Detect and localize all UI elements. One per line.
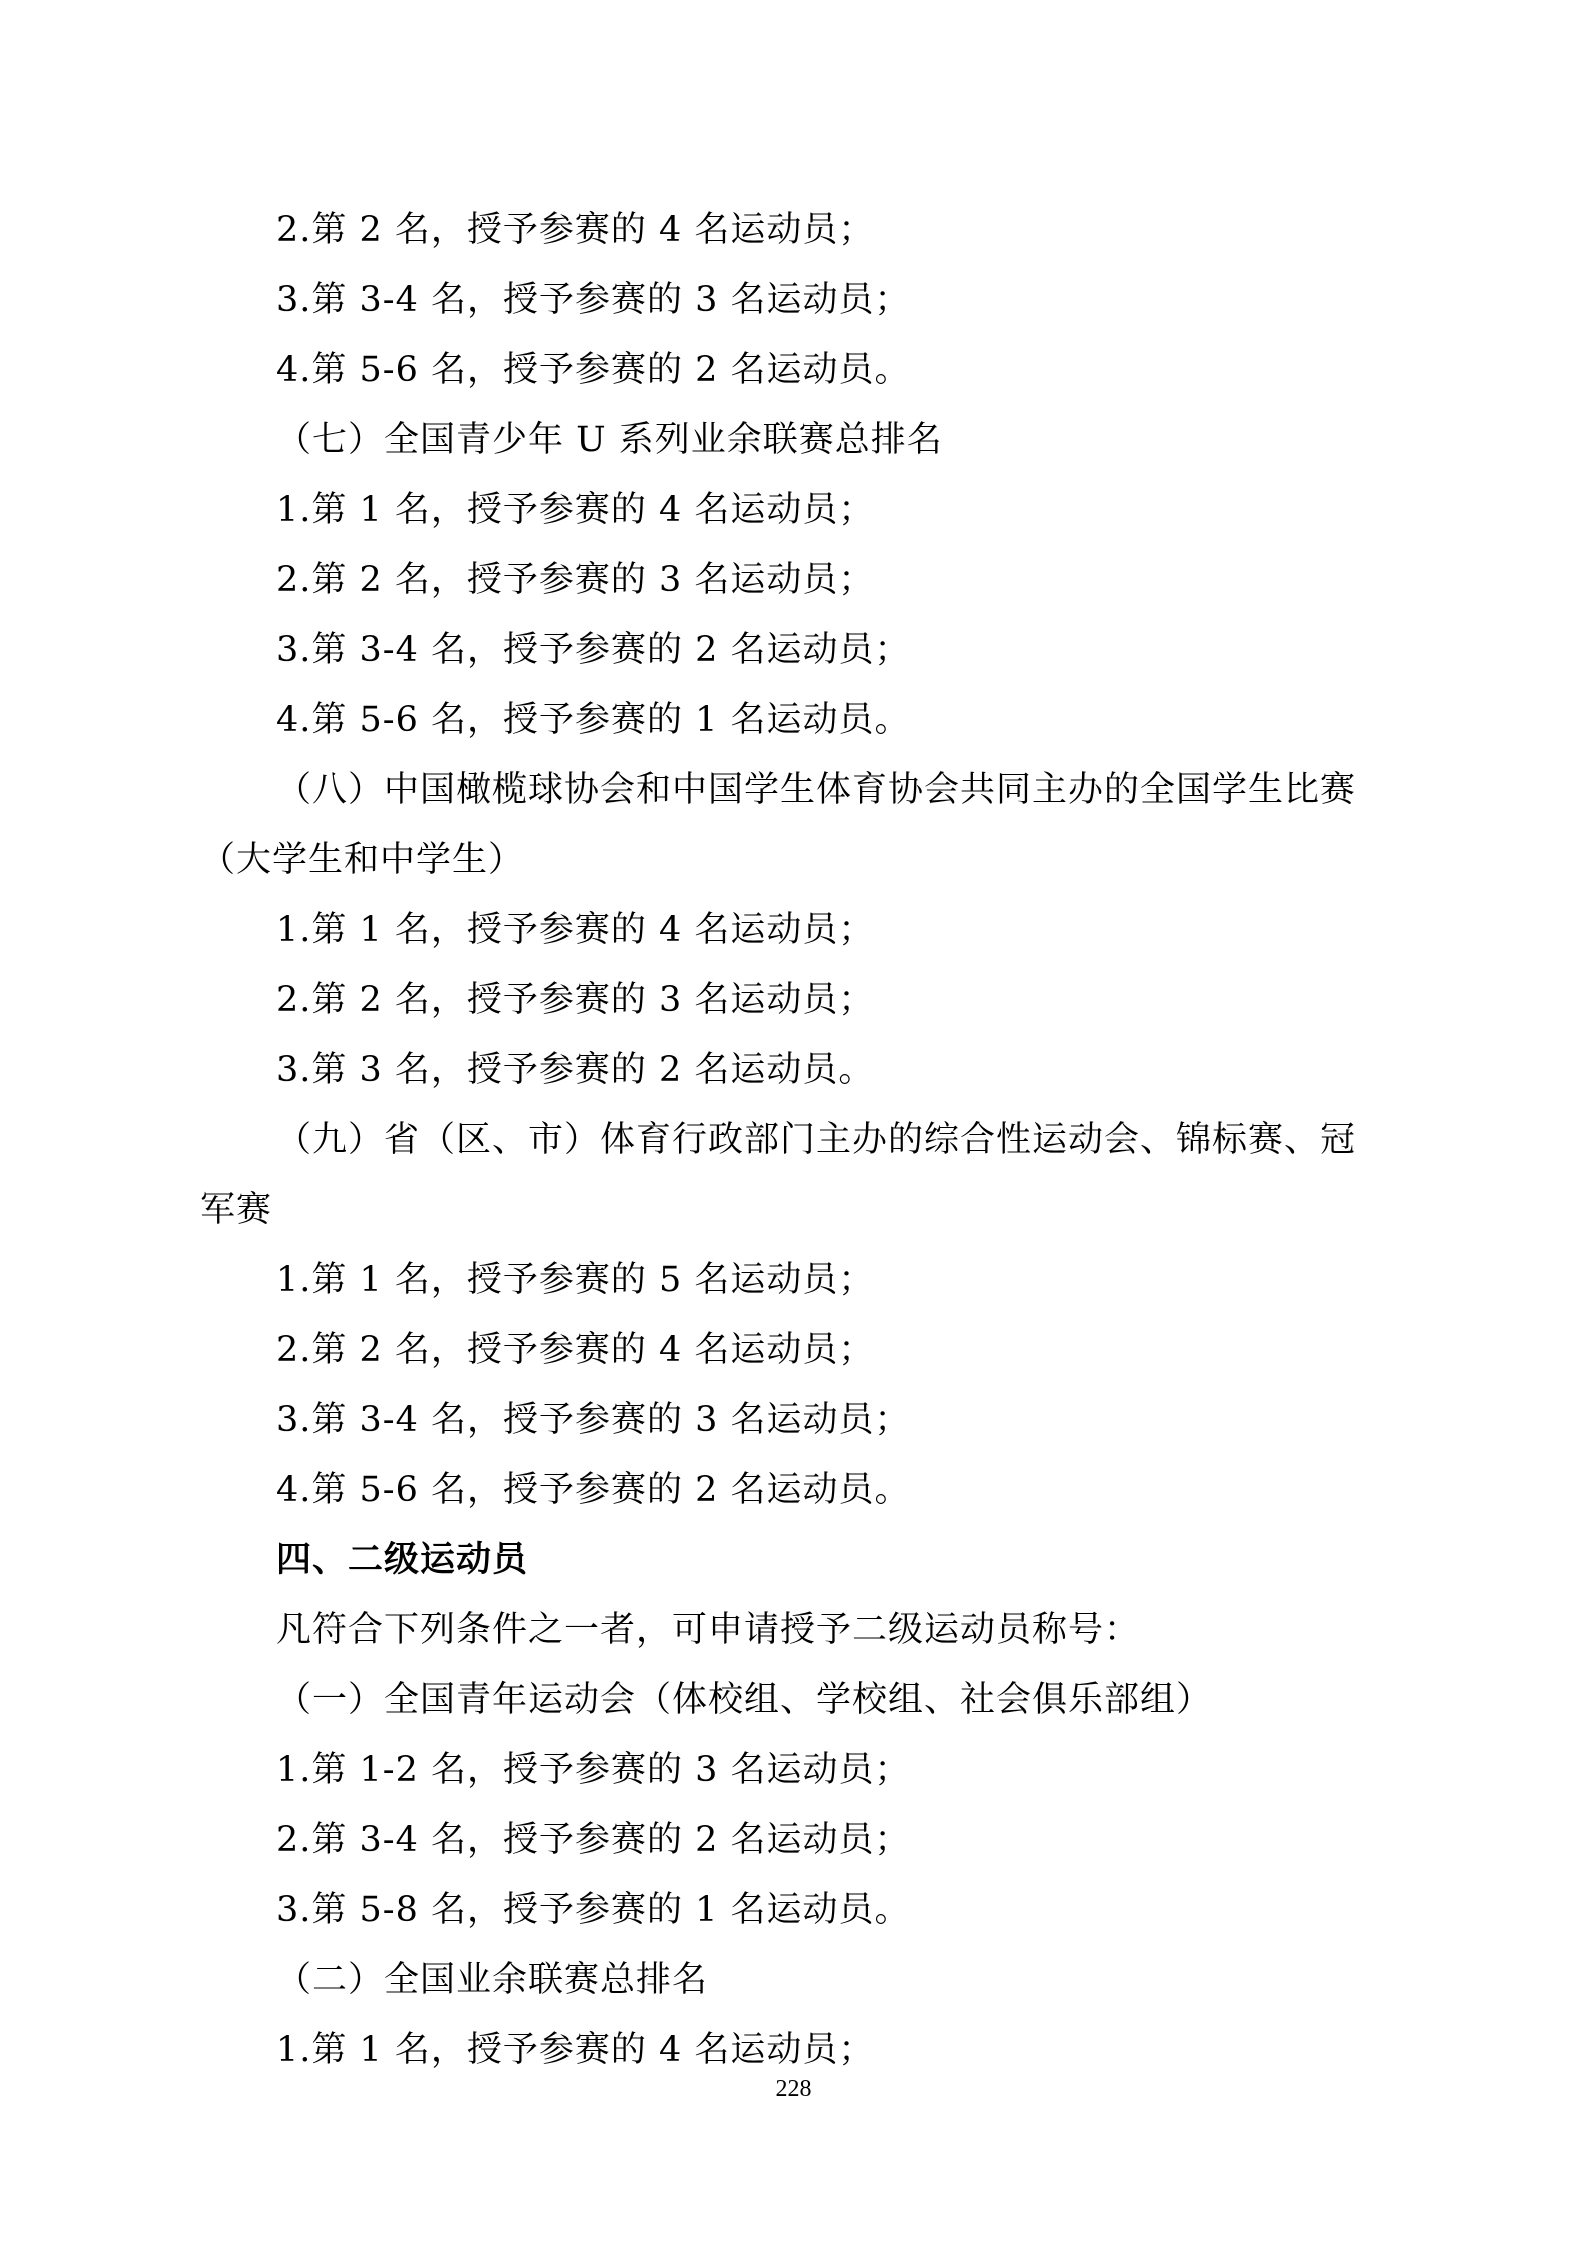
list-item: 1.第 1-2 名，授予参赛的 3 名运动员； bbox=[276, 1750, 911, 1790]
list-item: 2.第 3-4 名，授予参赛的 2 名运动员； bbox=[276, 1820, 911, 1860]
list-item: 2.第 2 名，授予参赛的 3 名运动员； bbox=[276, 560, 875, 600]
list-item: 3.第 3-4 名，授予参赛的 3 名运动员； bbox=[276, 1400, 911, 1440]
section-heading: （九）省（区、市）体育行政部门主办的综合性运动会、锦标赛、冠 bbox=[276, 1120, 1357, 1160]
list-item: 1.第 1 名，授予参赛的 4 名运动员； bbox=[276, 490, 875, 530]
section-heading: （八）中国橄榄球协会和中国学生体育协会共同主办的全国学生比赛 bbox=[276, 770, 1357, 810]
chapter-heading: 四、二级运动员 bbox=[276, 1540, 529, 1580]
list-item: 4.第 5-6 名，授予参赛的 2 名运动员。 bbox=[276, 350, 911, 390]
list-item: 4.第 5-6 名，授予参赛的 2 名运动员。 bbox=[276, 1470, 911, 1510]
list-item: 3.第 5-8 名，授予参赛的 1 名运动员。 bbox=[276, 1890, 911, 1930]
list-item: 2.第 2 名，授予参赛的 4 名运动员； bbox=[276, 210, 875, 250]
list-item: 3.第 3-4 名，授予参赛的 3 名运动员； bbox=[276, 280, 911, 320]
section-heading: （七）全国青少年 U 系列业余联赛总排名 bbox=[276, 420, 943, 460]
section-heading: （一）全国青年运动会（体校组、学校组、社会俱乐部组） bbox=[276, 1680, 1213, 1720]
list-item: 2.第 2 名，授予参赛的 4 名运动员； bbox=[276, 1330, 875, 1370]
page-number: 228 bbox=[775, 2076, 812, 2102]
list-item: 4.第 5-6 名，授予参赛的 1 名运动员。 bbox=[276, 700, 911, 740]
section-heading-continuation: 军赛 bbox=[200, 1190, 273, 1230]
section-heading-continuation: （大学生和中学生） bbox=[200, 840, 525, 880]
list-item: 1.第 1 名，授予参赛的 4 名运动员； bbox=[276, 910, 875, 950]
paragraph: 凡符合下列条件之一者，可申请授予二级运动员称号： bbox=[276, 1610, 1141, 1650]
list-item: 1.第 1 名，授予参赛的 5 名运动员； bbox=[276, 1260, 875, 1300]
list-item: 3.第 3-4 名，授予参赛的 2 名运动员； bbox=[276, 630, 911, 670]
list-item: 2.第 2 名，授予参赛的 3 名运动员； bbox=[276, 980, 875, 1020]
list-item: 3.第 3 名，授予参赛的 2 名运动员。 bbox=[276, 1050, 875, 1090]
section-heading: （二）全国业余联赛总排名 bbox=[276, 1960, 709, 2000]
list-item: 1.第 1 名，授予参赛的 4 名运动员； bbox=[276, 2030, 875, 2070]
